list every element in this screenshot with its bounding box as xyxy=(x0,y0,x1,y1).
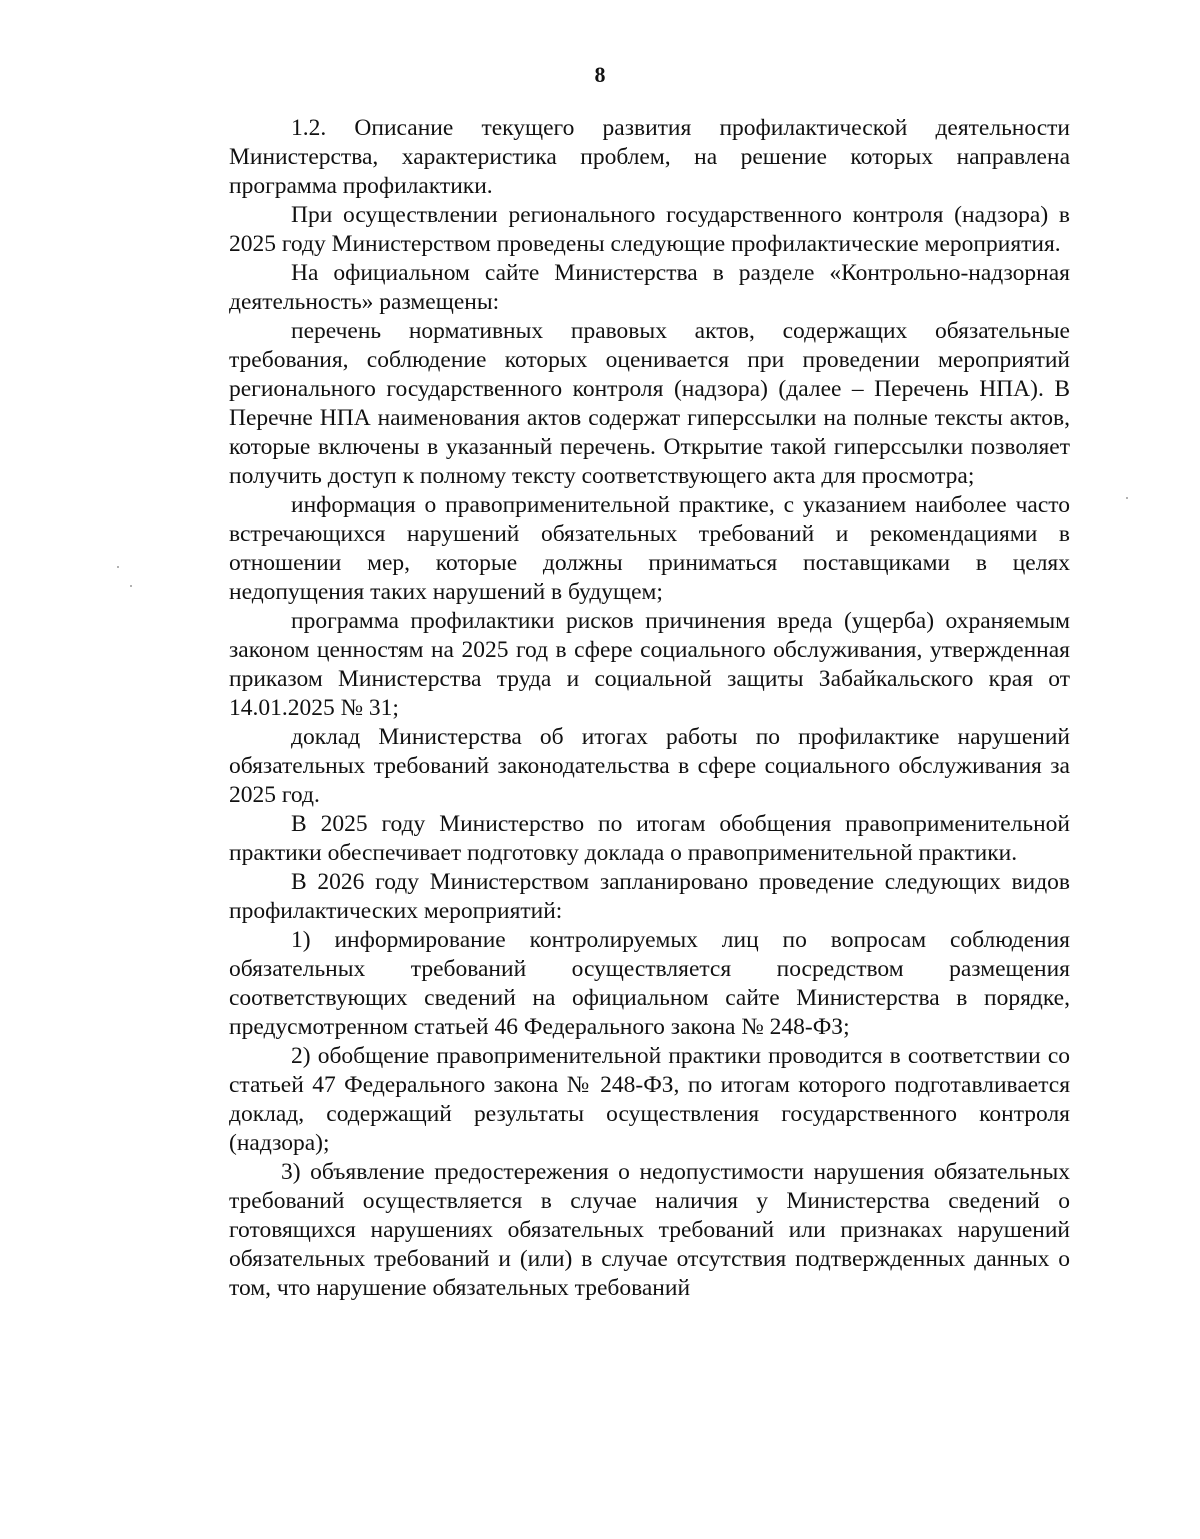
numbered-item: 3) объявление предостережения о недопустимости нарушения обязательных требований осуществляется в случае наличия у Министерства сведений о готовящихся нарушениях обязательных требований или признаках нарушений обязательных требований и (или) в случае отсутствия подтвержденных данных о том, что нарушение обязательных требований xyxy=(229,1159,1070,1301)
body-paragraph: В 2025 году Министерство по итогам обобщения правоприменительной практики обеспечивает подготовку доклада о правоприменительной практики. xyxy=(229,811,1070,866)
numbered-item: 2) обобщение правоприменительной практики проводится в соответствии со статьей 47 Федерального закона № 248-ФЗ, по итогам которого подготавливается доклад, содержащий результаты осуществления государственного контроля (надзора); xyxy=(229,1043,1070,1156)
body-paragraph: В 2026 году Министерством запланировано проведение следующих видов профилактических мероприятий: xyxy=(229,869,1070,924)
list-paragraph: доклад Министерства об итогах работы по профилактике нарушений обязательных требований законодательства в сфере социального обслуживания за 2025 год. xyxy=(229,724,1070,808)
numbered-item: 1) информирование контролируемых лиц по вопросам соблюдения обязательных требований осуществляется посредством размещения соответствующих сведений на официальном сайте Министерства в порядке, предусмотренном статьей 46 Федерального закона № 248-ФЗ; xyxy=(229,927,1070,1040)
document-body xyxy=(229,114,1070,1303)
scan-speck xyxy=(130,585,132,587)
body-paragraph: На официальном сайте Министерства в разделе «Контрольно-надзорная деятельность» размещены: xyxy=(229,260,1070,315)
list-paragraph: программа профилактики рисков причинения вреда (ущерба) охраняемым законом ценностям на 2025 год в сфере социального обслуживания, утвержденная приказом Министерства труда и социальной защиты Забайкальского края от 14.01.2025 № 31; xyxy=(229,608,1070,721)
list-paragraph: информация о правоприменительной практике, с указанием наиболее часто встречающихся нарушений обязательных требований и рекомендациями в отношении мер, которые должны приниматься поставщиками в целях недопущения таких нарушений в будущем; xyxy=(229,492,1070,605)
list-paragraph: перечень нормативных правовых актов, содержащих обязательные требования, соблюдение которых оценивается при проведении мероприятий регионального государственного контроля (надзора) (далее – Перечень НПА). В Перечне НПА наименования актов содержат гиперссылки на полные тексты актов, которые включены в указанный перечень. Открытие такой гиперссылки позволяет получить доступ к полному тексту соответствующего акта для просмотра; xyxy=(229,318,1070,489)
body-paragraph: При осуществлении регионального государственного контроля (надзора) в 2025 году Министерством проведены следующие профилактические мероприятия. xyxy=(229,202,1070,257)
section-heading-paragraph: 1.2. Описание текущего развития профилактической деятельности Министерства, характеристика проблем, на решение которых направлена программа профилактики. xyxy=(229,115,1070,199)
scan-speck xyxy=(1126,497,1128,499)
page-number: 8 xyxy=(594,62,606,87)
scan-speck xyxy=(117,566,119,568)
